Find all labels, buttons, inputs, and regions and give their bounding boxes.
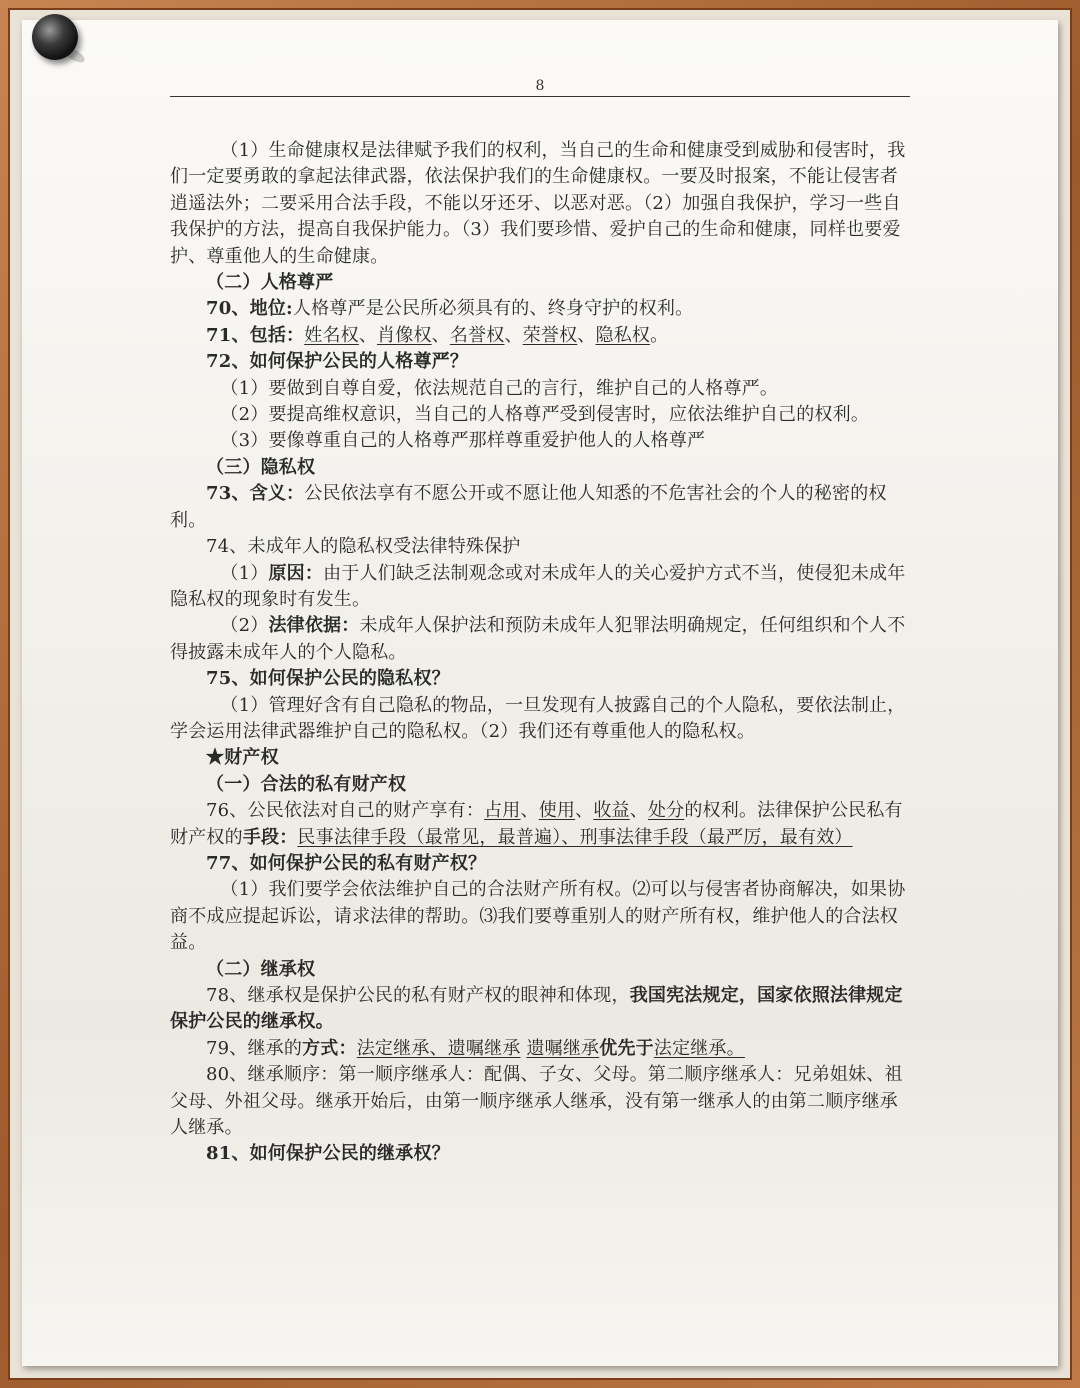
item-74-2 [170,613,910,666]
item-73 [170,481,910,534]
right-privacy: 隐私权 [595,324,651,346]
heading-legal-property: （一）合法的私有财产权 [206,773,407,795]
item-74-2-prefix: （2） [220,615,269,637]
item-78-bold: 我国宪法规定，国家依照法律规定保护公民的继承权。 [170,985,903,1033]
pushpin-icon [32,14,78,60]
item-70 [170,296,910,322]
separator: 、 [504,324,523,346]
right-dispose: 处分 [647,800,685,822]
right-portrait: 肖像权 [377,324,432,346]
item-74-2-text: 未成年人保护法和预防未成年人犯罪法明确规定，任何组织和个人不得披露未成年人的个人隐私。 [170,615,906,663]
item-72-2: （2）要提高维权意识，当自己的人格尊严受到侵害时，应依法维护自己的权利。 [220,404,870,426]
separator: 、 [577,324,596,346]
separator: 、 [575,800,594,822]
page-number: 8 [535,78,545,94]
item-77-question: 77、如何保护公民的私有财产权？ [206,852,487,874]
heading-privacy: （三）隐私权 [206,456,316,478]
item-80: 80、继承顺序：第一顺序继承人：配偶、子女、父母。第二顺序继承人：兄弟姐妹、祖父母、外祖父母。继承开始后，由第一顺序继承人继承，没有第一继承人的由第二顺序继承人继承。 [170,1064,903,1139]
header-rule [170,96,910,97]
item-70-label: 70、地位: [206,298,293,320]
item-78 [170,983,910,1036]
item-79-ways: 法定继承、遗嘱继承 [356,1037,521,1059]
separator: 、 [629,800,648,822]
item-81-question: 81、如何保护公民的继承权？ [206,1143,450,1165]
item-76-label: 手段： [242,826,298,848]
heading-inheritance: （二）继承权 [206,958,316,980]
item-76-mid: 的权利。法律保护公民私有财产权的 [170,800,903,848]
item-74: 74、未成年人的隐私权受法律特殊保护 [206,536,521,558]
right-occupy: 占用 [484,800,521,822]
right-use: 使用 [538,800,576,822]
item-70-text: 人格尊严是公民所必须具有的、终身守护的权利。 [292,298,694,320]
item-74-2-label: 法律依据： [268,615,360,637]
item-76-prefix: 76、公民依法对自己的财产享有： [206,800,485,822]
item-75-1: （1）管理好含有自己隐私的物品，一旦发现有人披露自己的个人隐私，要依法制止，学会运用法律武器维护自己的隐私权。（2）我们还有尊重他人的隐私权。 [170,694,906,742]
item-74-1-label: 原因： [268,562,324,584]
item-74-1 [170,561,910,614]
document-body [170,138,910,1168]
right-reputation: 名誉权 [449,324,505,346]
separator: 、 [431,324,450,346]
heading-personal-dignity: （二）人格尊严 [206,272,334,294]
item-72-1: （1）要做到自尊自爱，依法规范自己的言行，维护自己的人格尊严。 [220,377,779,399]
item-79-label: 方式： [302,1037,357,1059]
end-dot: 。 [650,324,669,346]
item-72-question: 72、如何保护公民的人格尊严？ [206,351,469,373]
item-76-means: 民事法律手段（最常见，最普遍）、刑事法律手段（最严厉，最有效） [297,826,853,848]
item-79 [170,1036,910,1062]
item-74-1-text: 由于人们缺乏法制观念或对未成年人的关心爱护方式不当，使侵犯未成年隐私权的现象时有发生。 [170,562,906,610]
item-71 [170,323,910,349]
item-73-label: 73、含义： [206,483,305,505]
item-72-3: （3）要像尊重自己的人格尊严那样尊重爱护他人的人格尊严 [220,430,706,452]
item-78-prefix: 78、继承权是保护公民的私有财产权的眼神和体现， [206,985,630,1006]
right-honor: 荣誉权 [522,324,578,346]
item-73-text: 公民依法享有不愿公开或不愿让他人知悉的不危害社会的个人的秘密的权利。 [170,483,887,531]
item-77-1: （1）我们要学会依法维护自己的合法财产所有权。⑵可以与侵害者协商解决，如果协商不成应提起诉讼，请求法律的帮助。⑶我们要尊重别人的财产所有权，维护他人的合法权益。 [170,879,906,954]
heading-property: ★财产权 [206,747,279,769]
separator: 、 [358,324,378,346]
item-79-priority: 优先于 [599,1037,654,1059]
item-79-prefix: 79、继承的 [206,1037,303,1059]
item-74-1-prefix: （1） [220,562,269,584]
item-76 [170,798,910,851]
item-75-question: 75、如何保护公民的隐私权？ [206,668,450,690]
item-71-label: 71、包括： [206,324,305,346]
right-profit: 收益 [593,800,630,822]
item-79-statutory: 法定继承。 [653,1037,745,1059]
separator: 、 [520,800,539,822]
item-79-will: 遗嘱继承 [526,1037,600,1059]
paragraph-life-health: （1）生命健康权是法律赋予我们的权利，当自己的生命和健康受到威胁和侵害时，我们一定要勇敢的拿起法律武器，依法保护我们的生命健康权。一要及时报案，不能让侵害者逍遥法外；二要采用合法手段，不能以牙还牙、以恶对恶。（2）加强自我保护，学习一些自我保护的方法，提高自我保护能力。（3）我们要珍惜、爱护自己的生命和健康，同样也要爱护、尊重他人的生命健康。 [170,140,906,267]
right-name: 姓名权 [304,324,359,346]
